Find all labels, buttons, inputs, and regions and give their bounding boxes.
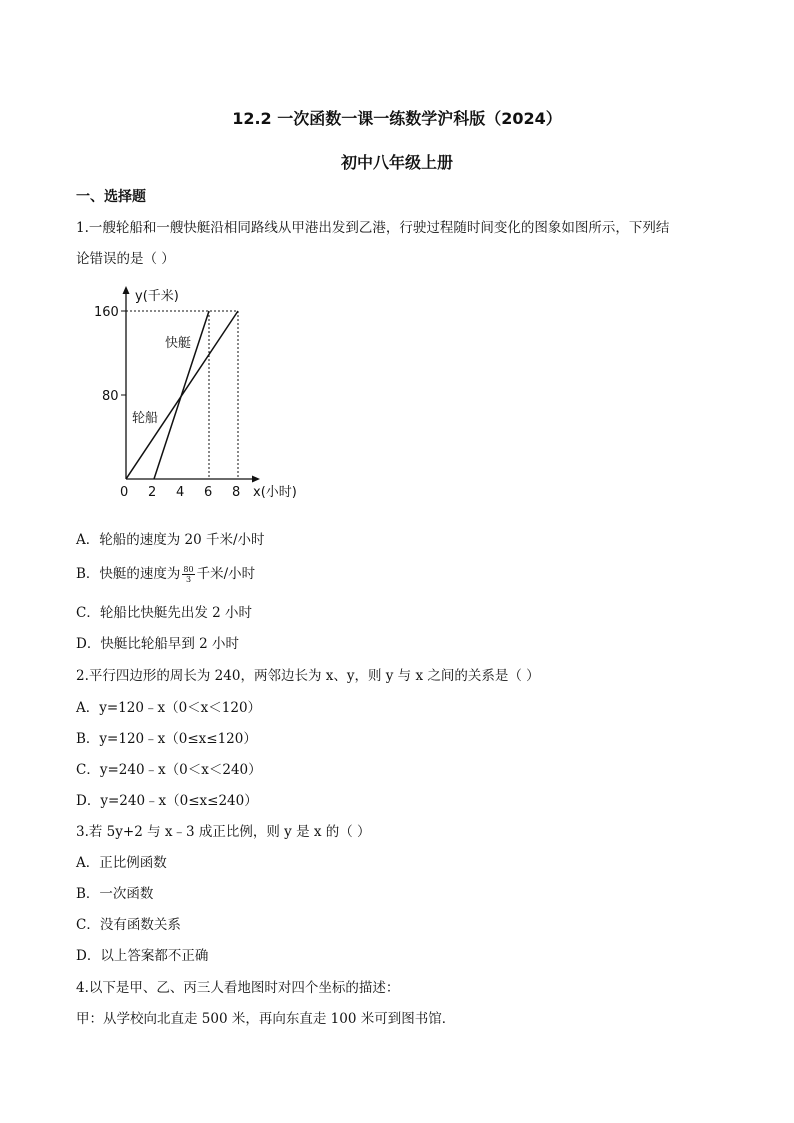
q4-line1: 甲：从学校向北直走 500 米，再向东直走 100 米可到图书馆．	[76, 1011, 456, 1027]
q1-option-b-suffix: 千米/小时	[196, 566, 256, 582]
document-subtitle: 初中八年级上册	[340, 153, 453, 172]
speedboat-label: 快艇	[165, 336, 192, 351]
fraction	[182, 565, 194, 584]
q4-stem: 4.以下是甲、乙、丙三人看地图时对四个坐标的描述：	[76, 980, 400, 996]
fraction-denominator: 3	[185, 575, 192, 584]
x-tick-label-2: 2	[148, 485, 157, 500]
q1-option-b	[76, 562, 255, 584]
y-tick-label-80: 80	[102, 389, 119, 404]
document-title: 12.2 一次函数一课一练数学沪科版（2024）	[232, 109, 562, 128]
q2-option-d: D．y=240﹣x（0≤x≤240）	[76, 793, 258, 809]
q3-option-b: B．一次函数	[76, 886, 154, 902]
y-axis-label: y(千米)	[135, 289, 179, 304]
y-tick-label-160: 160	[94, 305, 119, 320]
q3-option-d: D．以上答案都不正确	[76, 948, 209, 964]
x-tick-label-4: 4	[176, 485, 185, 500]
ship-label: 轮船	[132, 411, 159, 426]
q1-option-a: A．轮船的速度为 20 千米/小时	[76, 532, 265, 548]
q1-option-c: C．轮船比快艇先出发 2 小时	[76, 605, 253, 621]
x-axis-label: x(小时)	[253, 485, 297, 500]
q3-stem: 3.若 5y+2 与 x﹣3 成正比例，则 y 是 x 的（ ）	[76, 824, 371, 840]
x-tick-label-6: 6	[204, 485, 213, 500]
q3-option-c: C．没有函数关系	[76, 917, 181, 933]
q2-option-b: B．y=120﹣x（0≤x≤120）	[76, 731, 257, 747]
q2-option-c: C．y=240﹣x（0＜x＜240）	[76, 762, 262, 778]
q1-stem-line1: 1.一艘轮船和一艘快艇沿相同路线从甲港出发到乙港，行驶过程随时间变化的图象如图所示，下列结	[76, 220, 670, 236]
x-axis-arrow	[252, 476, 260, 483]
y-axis-arrow	[123, 286, 130, 294]
q1-distance-time-graph	[94, 282, 308, 507]
fraction-numerator: 80	[183, 565, 194, 574]
q3-option-a: A．正比例函数	[76, 855, 167, 871]
q1-stem-line2: 论错误的是（ ）	[76, 251, 175, 267]
q1-option-d: D．快艇比轮船早到 2 小时	[76, 636, 239, 652]
x-tick-label-0: 0	[120, 485, 129, 500]
section-heading: 一、选择题	[76, 189, 146, 205]
q2-stem: 2.平行四边形的周长为 240，两邻边长为 x、y，则 y 与 x 之间的关系是（ ）	[76, 668, 540, 684]
q1-option-b-prefix: B．快艇的速度为	[76, 566, 181, 582]
x-tick-label-8: 8	[232, 485, 241, 500]
q2-option-a: A．y=120﹣x（0＜x＜120）	[76, 700, 262, 716]
